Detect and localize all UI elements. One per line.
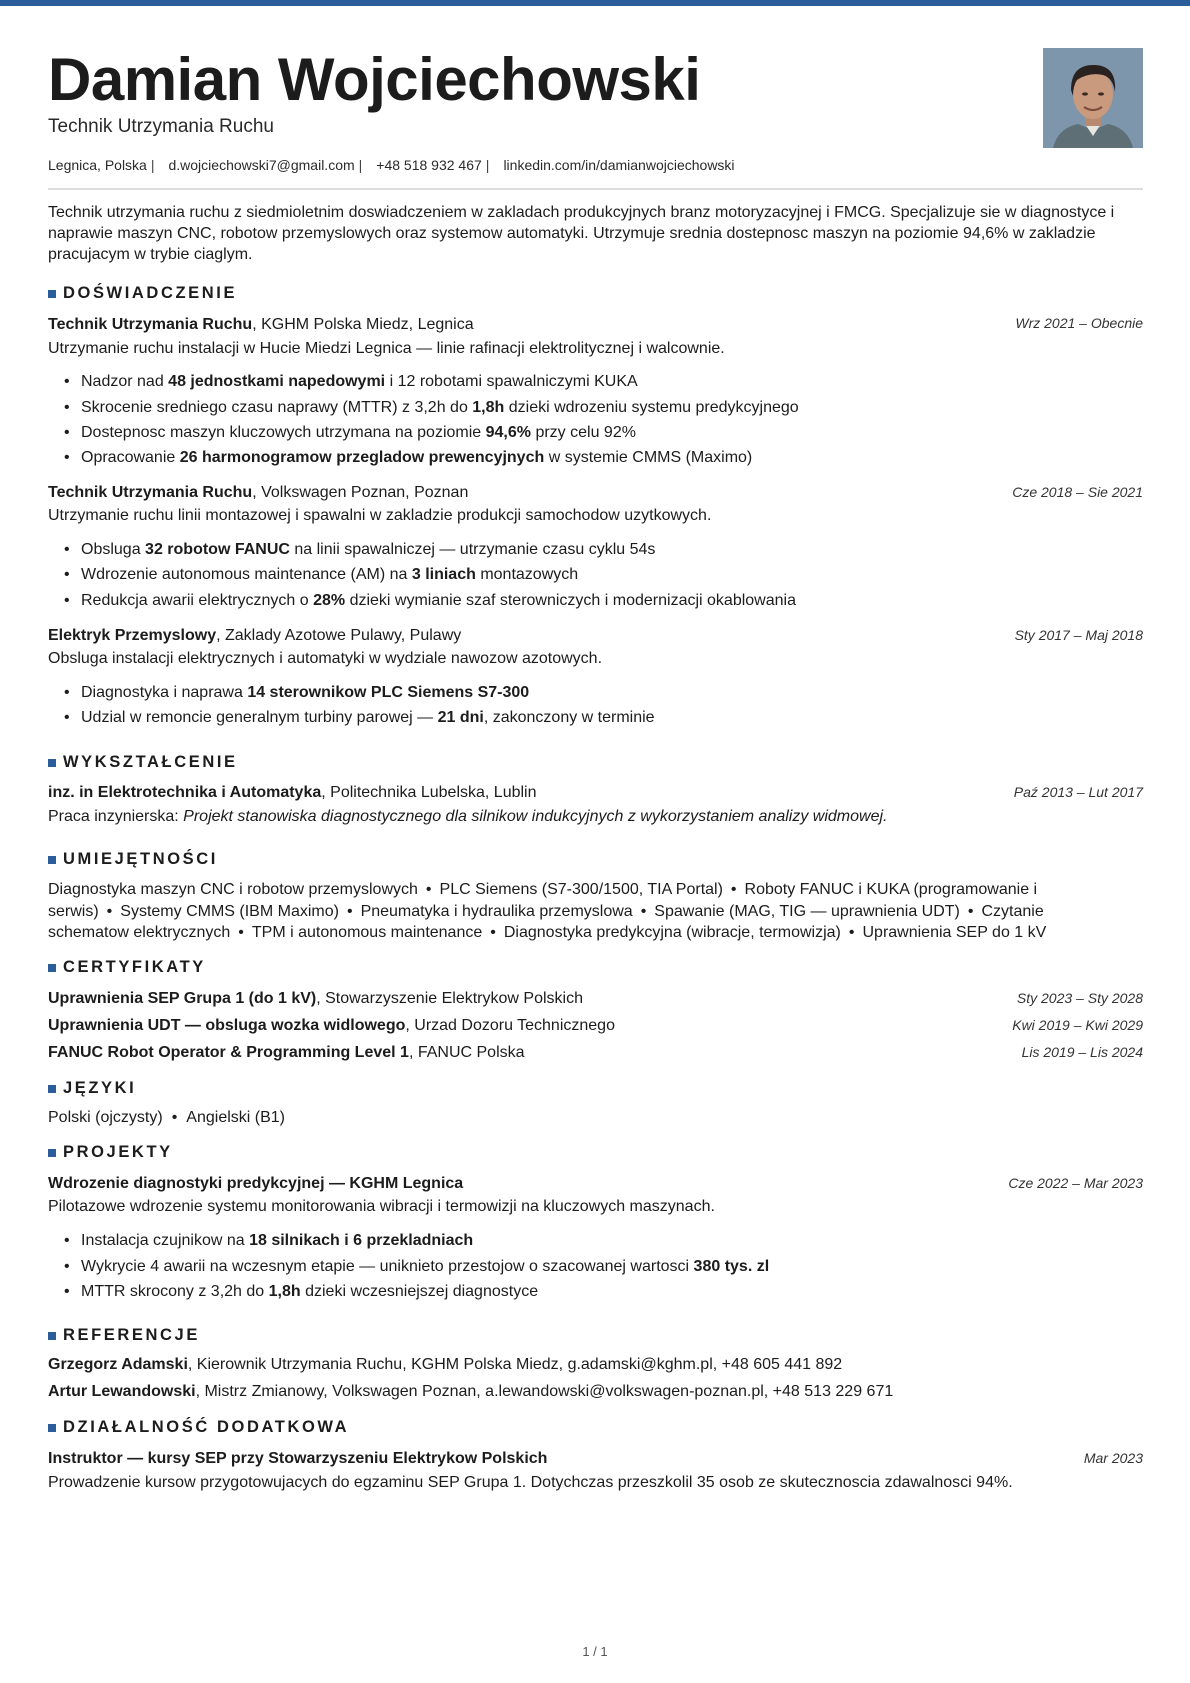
contact-linkedin[interactable]: linkedin.com/in/damianwojciechowski [503, 157, 735, 173]
skills-line: Diagnostyka maszyn CNC i robotow przemyslowych • PLC Siemens (S7-300/1500, TIA Portal) • Roboty FANUC i KUKA (programowanie i [48, 881, 1038, 898]
reference-item: Artur Lewandowski, Mistrz Zmianowy, Volkswagen Poznan, a.lewandowski@volkswagen-poznan.pl, +48 513 229 671 [48, 1383, 894, 1400]
skills-list [48, 879, 1143, 944]
list-item: • Instalacja czujnikow na 18 silnikach i 6 przekladniach [65, 1230, 473, 1252]
section-marker-icon [48, 1424, 56, 1432]
section-heading-skills: UMIEJĘTNOŚCI [48, 850, 218, 869]
section-marker-icon [48, 964, 56, 972]
activity-title: Instruktor — kursy SEP przy Stowarzyszeniu Elektrykow Polskich [48, 1450, 548, 1467]
job-description: Obsluga instalacji elektrycznych i automatyki w wydziale nawozow azotowych. [48, 650, 603, 667]
certificate-item: Uprawnienia SEP Grupa 1 (do 1 kV), Stowarzyszenie Elektrykow Polskich [48, 990, 583, 1007]
section-heading-additional: DZIAŁALNOŚĆ DODATKOWA [48, 1418, 349, 1437]
certificate-item: FANUC Robot Operator & Programming Level 1, FANUC Polska [48, 1044, 525, 1061]
list-item: • Wykrycie 4 awarii na wczesnym etapie — uniknieto przestojow o szacowanej wartosci 380 tys. zl [65, 1256, 769, 1278]
section-marker-icon [48, 1085, 56, 1093]
summary: Technik utrzymania ruchu z siedmioletnim doswiadczeniem w zakladach produkcyjnych branz motoryzacyjnej i FMCG. Specjalizuje sie w diagnostyce i naprawie maszyn CNC, robotow przemyslowych oraz systemow automatyki. Utrzymuje srednia dostepnosc maszyn na poziomie 94,6% w zakladzie pracujacym w trybie ciaglym. [48, 204, 1115, 263]
page-number: 1 / 1 [582, 1644, 608, 1659]
skills-line: schematow elektrycznych • TPM i autonomous maintenance • Diagnostyka predykcyjna (wibracje, termowizja) • Uprawnienia SEP do 1 kV [48, 924, 1047, 941]
list-item: • Redukcja awarii elektrycznych o 28% dzieki wymianie szaf sterowniczych i modernizacji okablowania [65, 590, 796, 612]
list-item: • Nadzor nad 48 jednostkami napedowymi i 12 robotami spawalniczymi KUKA [65, 371, 638, 393]
job-role: Elektryk Przemyslowy [48, 627, 217, 644]
section-marker-icon [48, 1332, 56, 1340]
project-description: Pilotazowe wdrozenie systemu monitorowania wibracji i termowizji na kluczowych maszynach. [48, 1198, 715, 1215]
profile-photo [1043, 48, 1143, 148]
job-role: Technik Utrzymania Ruchu [48, 484, 253, 501]
section-marker-icon [48, 759, 56, 767]
section-heading-projects: PROJEKTY [48, 1143, 173, 1162]
candidate-name: Damian Wojciechowski [48, 46, 701, 113]
job-header: Technik Utrzymania Ruchu, KGHM Polska Miedz, Legnica [48, 316, 474, 333]
thesis: Praca inzynierska: Projekt stanowiska diagnostycznego dla silnikow indukcyjnych z wykorzystaniem analizy widmowej. [48, 808, 888, 825]
list-item: • Dostepnosc maszyn kluczowych utrzymana na poziomie 94,6% przy celu 92% [65, 422, 636, 444]
separator: | [358, 157, 363, 173]
job-header: Technik Utrzymania Ruchu, Volkswagen Poznan, Poznan [48, 484, 469, 501]
avatar-icon [1043, 48, 1143, 148]
job-date: Wrz 2021 – Obecnie [1015, 315, 1143, 331]
list-item: • Udzial w remoncie generalnym turbiny parowej — 21 dni, zakonczony w terminie [65, 707, 655, 729]
education-date: Paź 2013 – Lut 2017 [1013, 784, 1143, 800]
separator: | [485, 157, 490, 173]
contact-line [48, 157, 735, 173]
section-heading-experience: DOŚWIADCZENIE [48, 284, 237, 303]
certificate-date: Kwi 2019 – Kwi 2029 [1012, 1017, 1143, 1033]
list-item: • Obsluga 32 robotow FANUC na linii spawalniczej — utrzymanie czasu cyklu 54s [65, 539, 655, 561]
list-item: • Wdrozenie autonomous maintenance (AM) na 3 liniach montazowych [65, 564, 578, 586]
job-date: Sty 2017 – Maj 2018 [1014, 627, 1143, 643]
certificate-item: Uprawnienia UDT — obsluga wozka widlowego, Urzad Dozoru Technicznego [48, 1017, 615, 1034]
list-item: • MTTR skrocony z 3,2h do 1,8h dzieki wczesniejszej diagnostyce [65, 1281, 538, 1303]
degree: inz. in Elektrotechnika i Automatyka [48, 784, 322, 801]
skills-line: serwis) • Systemy CMMS (IBM Maximo) • Pneumatyka i hydraulika przemyslowa • Spawanie (MAG, TIG — uprawnienia UDT) • Czytanie [48, 902, 1044, 920]
contact-email[interactable]: d.wojciechowski7@gmail.com [168, 157, 355, 173]
list-item: • Diagnostyka i naprawa 14 sterownikow PLC Siemens S7-300 [65, 682, 529, 704]
certificate-date: Sty 2023 – Sty 2028 [1016, 990, 1143, 1006]
languages-list: Polski (ojczysty) • Angielski (B1) [48, 1109, 285, 1126]
project-date: Cze 2022 – Mar 2023 [1008, 1175, 1143, 1191]
contact-location: Legnica, Polska [48, 157, 147, 173]
list-item: • Skrocenie sredniego czasu naprawy (MTTR) z 3,2h do 1,8h dzieki wdrozeniu systemu predykcyjnego [65, 397, 799, 419]
section-marker-icon [48, 856, 56, 864]
contact-phone[interactable]: +48 518 932 467 [376, 157, 482, 173]
section-heading-certificates: CERTYFIKATY [48, 958, 206, 977]
header-divider [48, 188, 1143, 190]
education-header: inz. in Elektrotechnika i Automatyka, Politechnika Lubelska, Lublin [48, 784, 537, 801]
section-heading-education: WYKSZTAŁCENIE [48, 753, 238, 772]
section-marker-icon [48, 1149, 56, 1157]
certificate-date: Lis 2019 – Lis 2024 [1021, 1044, 1143, 1060]
job-header: Elektryk Przemyslowy, Zaklady Azotowe Pulawy, Pulawy [48, 627, 462, 644]
header [48, 0, 1143, 190]
activity-date: Mar 2023 [1083, 1450, 1143, 1466]
list-item: • Opracowanie 26 harmonogramow przegladow prewencyjnych w systemie CMMS (Maximo) [65, 447, 752, 469]
job-date: Cze 2018 – Sie 2021 [1012, 484, 1143, 500]
candidate-title: Technik Utrzymania Ruchu [48, 116, 274, 137]
job-role: Technik Utrzymania Ruchu [48, 316, 253, 333]
activity-description: Prowadzenie kursow przygotowujacych do egzaminu SEP Grupa 1. Dotychczas przeszkolil 35 osob ze skutecznoscia zdawalnosci 94%. [48, 1474, 1013, 1491]
section-heading-references: REFERENCJE [48, 1326, 200, 1345]
section-heading-languages: JĘZYKI [48, 1079, 136, 1098]
reference-item: Grzegorz Adamski, Kierownik Utrzymania Ruchu, KGHM Polska Miedz, g.adamski@kghm.pl, +48 605 441 892 [48, 1356, 843, 1373]
resume-page [48, 0, 1143, 1491]
project-title: Wdrozenie diagnostyki predykcyjnej — KGHM Legnica [48, 1175, 464, 1192]
job-description: Utrzymanie ruchu linii montazowej i spawalni w zakladzie produkcji samochodow uzytkowych. [48, 507, 712, 524]
section-marker-icon [48, 290, 56, 298]
job-description: Utrzymanie ruchu instalacji w Hucie Miedzi Legnica — linie rafinacji elektrolitycznej i walcownie. [48, 340, 725, 357]
separator: | [150, 157, 155, 173]
